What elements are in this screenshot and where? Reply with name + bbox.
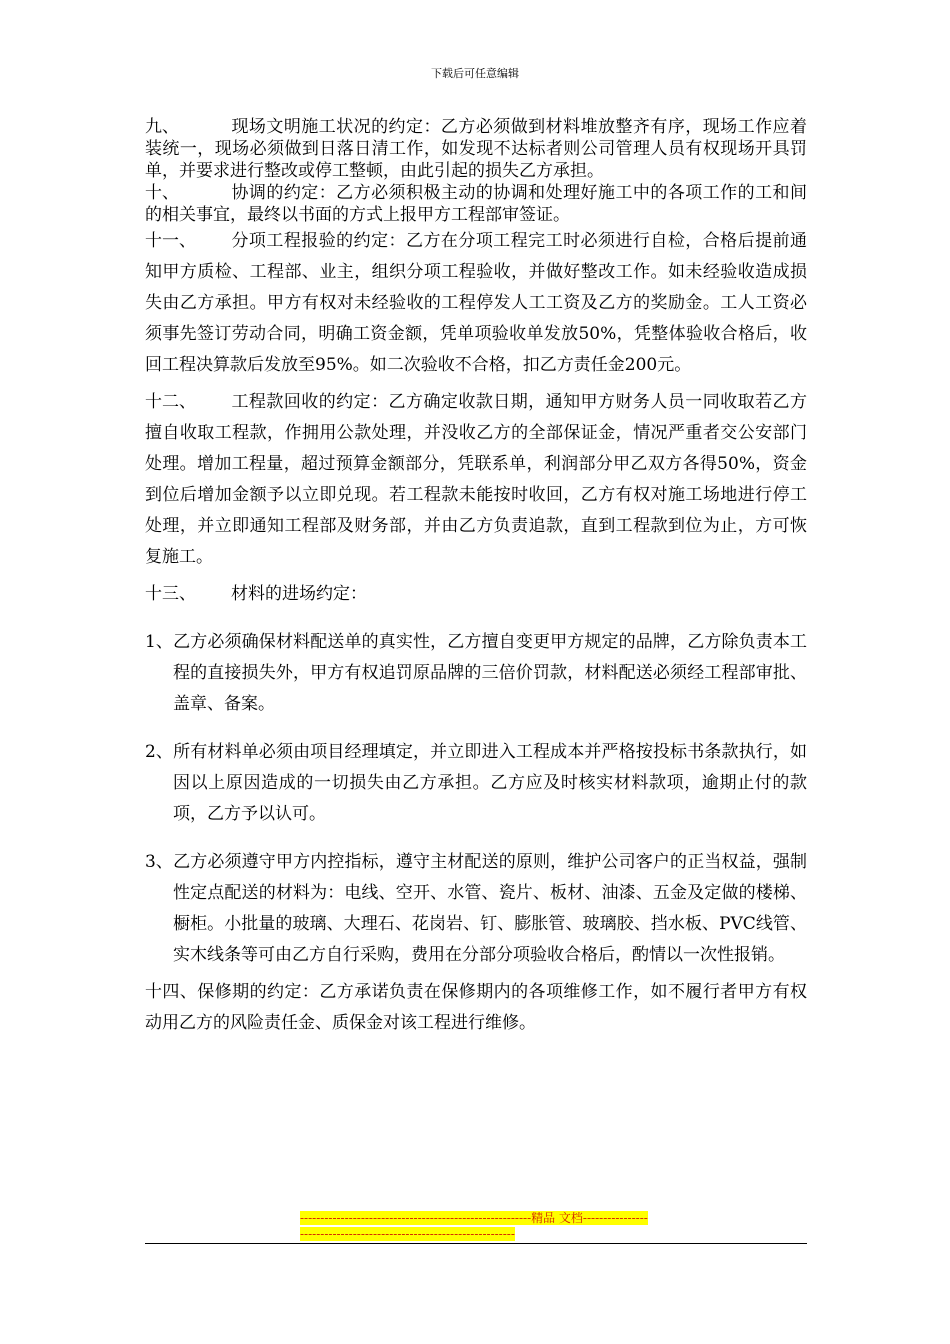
clause-14: 十四、保修期的约定：乙方承诺负责在保修期内的各项维修工作，如不履行者甲方有权动用乙方的风险责任金、质保金对该工程进行维修。 bbox=[145, 982, 807, 1033]
clause-text: 分项工程报验的约定：乙方在分项工程完工时必须进行自检，合格后提前通知甲方质检、工程部、业主，组织分项工程验收，并做好整改工作。如未经验收造成损失由乙方承担。甲方有权对未经验收的工程停发人工工资及乙方的奖励金。工人工资必须事先签订劳动合同，明确工资金额，凭单项验收单发放50%，凭整体验收合格后，收回工程决算款后发放至95%。如二次验收不合格，扣乙方责任金200元。 bbox=[145, 231, 807, 375]
material-item-2 bbox=[145, 737, 807, 830]
clause-number: 十二、 bbox=[145, 392, 196, 412]
clause-number: 十、 bbox=[145, 183, 179, 203]
clause-text: 材料的进场约定： bbox=[231, 584, 367, 604]
item-number: 1、 bbox=[145, 632, 173, 652]
clause-text: 协调的约定：乙方必须积极主动的协调和处理好施工中的各项工作的工和间的相关事宜，最终以书面的方式上报甲方工程部审签证。 bbox=[145, 183, 807, 225]
clause-13 bbox=[145, 579, 807, 610]
clause-10 bbox=[145, 182, 807, 226]
clause-text: 工程款回收的约定：乙方确定收款日期，通知甲方财务人员一同收取若乙方擅自收取工程款，作拥用公款处理，并没收乙方的全部保证金，情况严重者交公安部门处理。增加工程量，超过预算金额部分，凭联系单，利润部分甲乙双方各得50%，资金到位后增加金额予以立即兑现。若工程款未能按时收回，乙方有权对施工场地进行停工处理，并立即通知工程部及财务部，并由乙方负责追款，直到工程款到位为止，方可恢复施工。 bbox=[145, 392, 807, 567]
clause-number: 十一、 bbox=[145, 231, 196, 251]
clause-11 bbox=[145, 226, 807, 381]
item-number: 3、 bbox=[145, 852, 173, 872]
item-text: 乙方必须遵守甲方内控指标，遵守主材配送的原则，维护公司客户的正当权益，强制性定点配送的材料为：电线、空开、水管、瓷片、板材、油漆、五金及定做的楼梯、橱柜。小批量的玻璃、大理石、花岗岩、钉、膨胀管、玻璃胶、挡水板、PVC线管、实木线条等可由乙方自行采购，费用在分部分项验收合格后，酌情以一次性报销。 bbox=[173, 852, 807, 965]
clause-9 bbox=[145, 116, 807, 182]
document-body bbox=[145, 116, 807, 1045]
footer-rule bbox=[145, 1243, 807, 1244]
item-text: 乙方必须确保材料配送单的真实性，乙方擅自变更甲方规定的品牌，乙方除负责本工程的直接损失外，甲方有权追罚原品牌的三倍价罚款，材料配送必须经工程部审批、盖章、备案。 bbox=[173, 632, 807, 714]
material-item-3 bbox=[145, 847, 807, 971]
page-header: 下载后可任意编辑 bbox=[431, 67, 519, 80]
page-footer bbox=[300, 1210, 650, 1242]
clause-number: 九、 bbox=[145, 117, 179, 137]
footer-text: ---------------------------------------------------------精品 文档--------------------------------------------------------------------- bbox=[300, 1211, 648, 1241]
clause-number: 十三、 bbox=[145, 584, 196, 604]
item-number: 2、 bbox=[145, 742, 173, 762]
clause-12 bbox=[145, 387, 807, 573]
material-item-1 bbox=[145, 627, 807, 720]
clause-text: 现场文明施工状况的约定：乙方必须做到材料堆放整齐有序，现场工作应着装统一，现场必须做到日落日清工作，如发现不达标者则公司管理人员有权现场开具罚单，并要求进行整改或停工整顿，由此引起的损失乙方承担。 bbox=[145, 117, 807, 181]
item-text: 所有材料单必须由项目经理填定，并立即进入工程成本并严格按投标书条款执行，如因以上原因造成的一切损失由乙方承担。乙方应及时核实材料款项，逾期止付的款项，乙方予以认可。 bbox=[173, 742, 807, 824]
